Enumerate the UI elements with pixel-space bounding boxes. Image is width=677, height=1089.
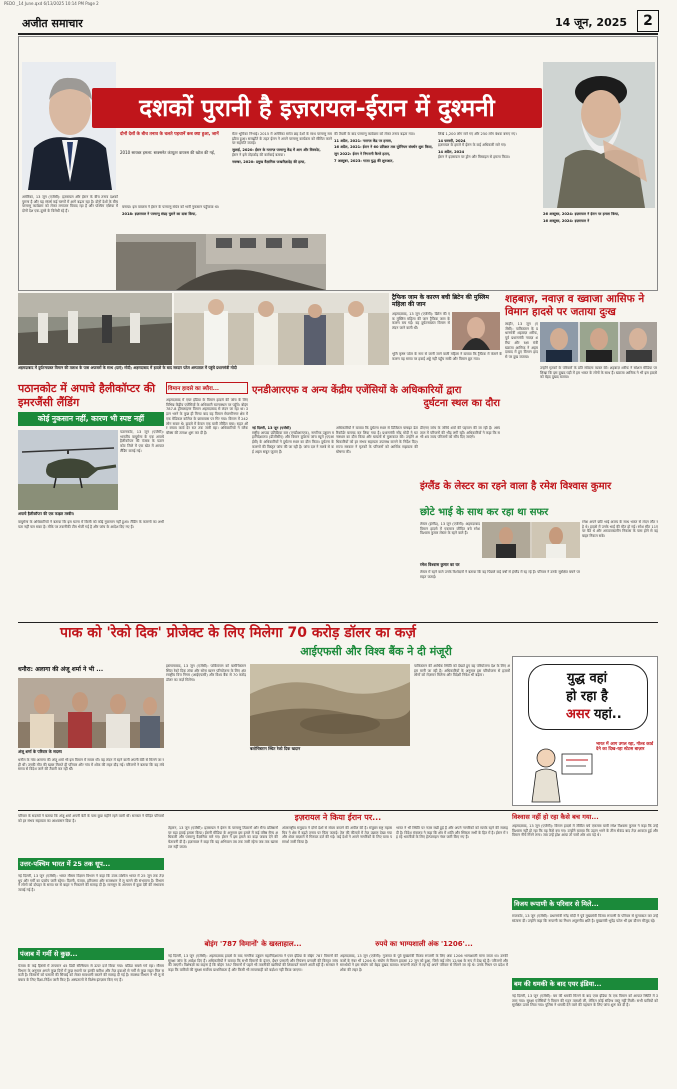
war-callout-line1: युद्ध वहां	[567, 671, 607, 686]
boeing-headline: बोइंग '787 विमानों' के खस्ताहाल...	[204, 940, 302, 948]
weather-headline: उत्तर-पश्चिम भारत में 25 तक धूप...	[20, 860, 111, 868]
lead-text-col-4: की तैयारी के बाद परमाणु कार्यक्रम को लेकर तनाव बढ़ता गया। 11 अप्रैल, 2021: नतान्ज़ केंद्र पर हमला, 16 अप्रैल, 2021: ईरान ने 60 प्रतिशत तक यूरेनियम संवर्धन शुरू किया, जून 2022: ईरान ने निगरानी कैमरे हटाए, 7 अक्टूबर, 2023: गाज़ा युद्ध की शुरुआत,	[334, 132, 436, 260]
leicester-text-col-1: लेस्टर (इंग्लैंड), 13 जून (एजेंसी): अहमदाबाद विमान हादसे में एकमात्र जीवित बचे रमेश विश्वास कुमार लेस्टर के रहने वाले हैं।	[420, 522, 480, 536]
helicopter-headline: पठानकोट में अपाचे हैलीकॉप्टर की इमरजैंसी लैंडिंग	[18, 382, 156, 409]
page-number: 2	[637, 10, 659, 32]
lead-drop-year: 2010 सायबर हमला: स्टक्सनेट कंप्यूटर वायरस की खोज की गई,	[120, 150, 216, 155]
pakistan-headline: पाक को 'रेको दिक' प्रोजेक्ट के लिए मिलेगा 70 करोड़ डॉलर का कर्ज़	[60, 625, 416, 641]
brief-2-text: राजकोट, 13 जून (एजेंसी): प्रधानमंत्री नरेंद्र मोदी ने पूर्व मुख्यमंत्री विजय रूपाणी के परिवार से मुलाकात कर उन्हें सांत्वना दी। उन्होंने कहा कि रूपाणी का निधन अपूरणीय क्षति है। मुख्यमंत्री भूपेंद्र पटेल भी इस दौरान मौजूद रहे।	[512, 914, 658, 923]
weather-text: नई दिल्ली, 13 जून (एजेंसी): भारत मौसम विज्ञान विभाग ने कहा कि उत्तर-पश्चिम भारत में 25 जून तक तेज़ धूप और गर्मी का प्रकोप जारी रहेगा। दिल्ली, पंजाब, हरियाणा और राजस्थान में लू चलने की संभावना है। विभाग ने लोगों को दोपहर के समय घर से बाहर न निकलने की सलाह दी है। मानसून के आगमन में कुछ देरी की संभावना जताई गई है।	[18, 874, 164, 893]
lead-line-2024-oct16: 16 अक्टूबर, 2024: इज़रायल ने	[543, 218, 590, 223]
sharif-photos	[540, 322, 657, 362]
lead-text-col-2: बनाया। इस वायरस ने ईरान के परमाणु संयंत्र को भारी नुकसान पहुँचाया था। 2018: इज़रायल ने परमाणु संग्रह चुराने का दावा किया,	[122, 205, 230, 260]
war-callout-line3-rest: यहां..	[594, 707, 622, 722]
anju-text: धनौरा के गांव अलागा की अंजू शर्मा भी इस विमान में सवार थीं। वह लंदन में रहने वाली अपनी बेटी से मिलने जा रही थीं। उनकी मौत की खबर मिलते ही परिवार और गांव में शोक की लहर दौड़ गई। परिजनों ने बताया कि वह लंबे समय से विदेश जाने की तैयारी कर रही थीं।	[18, 758, 164, 772]
anju-text-continued: परिवार के सदस्यों ने बताया कि अंजू शर्मा अपनी बेटी के पास कुछ महीने रहने वाली थीं। सरकार ने पीड़ित परिवारों को हर संभव सहायता का आश्वासन दिया है।	[18, 814, 164, 823]
plane-story-heading-1: एनडीआरएफ व अन्य केंद्रीय एजेंसियों के अधिकारियों द्वारा	[252, 385, 462, 396]
lead-line-2020-july: जुलाई, 2020: ईरान के नतान्ज़ परमाणु केंद्र में आग और विस्फोट,	[232, 148, 321, 153]
boeing-text: नई दिल्ली, 13 जून (एजेंसी): अहमदाबाद हादसे के बाद नागरिक उड्डयन महानिदेशालय ने एयर इंडिया के बोइंग 787 विमानों की सुरक्षा जांच के आदेश दिए हैं। अधिकारियों ने बताया कि सभी विमानों के इंजन, ईंधन प्रणाली और नियंत्रण प्रणाली की विस्तृत जांच की जाएगी। विशेषज्ञों का कहना है कि बोइंग 787 विमानों में पहले भी तकनीकी खामियों की शिकायतें सामने आती रही हैं। सरकार ने कहा कि यात्रियों की सुरक्षा सर्वोच्च प्राथमिकता है और किसी भी लापरवाही को बर्दाश्त नहीं किया जाएगा।	[168, 954, 338, 973]
war-cartoon	[516, 736, 596, 804]
sharif-text-col-1: लाहौर, 13 जून (एजेंसी): पाकिस्तान के प्रधानमंत्री शहबाज़ शरीफ, पूर्व प्रधानमंत्री नवाज़ शरीफ और रक्षा मंत्री ख्वाजा आसिफ ने अहमदाबाद में हुए विमान हादसे पर दुख जताया।	[505, 322, 538, 359]
punjab-kicker: पंजाब में गर्मी से कुछ...	[20, 950, 78, 958]
anju-kicker: धनौरा: अलागा की अंजू शर्मा ने भी ...	[18, 666, 104, 673]
plane-text-col-4: डीएनए जांच के जरिये शवों की पहचान की जा रही है। अस्पताल में परिजनों की भीड़ लगी रही। अधिकारियों ने कहा कि सभी शव जल्द परिजनों को सौंप दिए जाएंगे।	[420, 426, 500, 440]
israel-iran-text-2: अंतरराष्ट्रीय समुदाय ने दोनों देशों से संयम बरतने की अपील की है। संयुक्त राष्ट्र महासचिव ने क्षेत्र में बढ़ते तनाव पर चिंता जताई। तेल की कीमतों में तेज़ उछाल देखा गया और शेयर बाज़ारों में गिरावट दर्ज की गई। कई देशों ने अपने नागरिकों के लिए यात्रा परामर्श जारी किया है।	[282, 826, 392, 845]
leicester-text-col-3: लेस्टर में रहने वाले उनके रिश्तेदारों ने बताया कि वह पिछले कई वर्षों से इंग्लैंड में रह रहे हैं। परिवार ने उनके सुरक्षित बचने पर राहत जताई।	[420, 570, 580, 579]
brief-1-headline: विश्वास नहीं हो रहा कैसे बच गया...	[512, 813, 599, 821]
war-callout-line3-red: असर	[565, 707, 590, 722]
apache-helicopter-photo	[18, 430, 118, 510]
lead-line-2018: 2018: इज़रायल ने परमाणु संग्रह चुराने का दावा किया,	[122, 211, 197, 216]
rupee-headline: रुपये का भाग्यशाली अंक '1206'...	[375, 940, 473, 948]
punjab-text: पंजाब के कई हिस्सों में तापमान 45 डिग्री सेल्सियस से ऊपर दर्ज किया गया। बठिंडा सबसे गर्म रहा। मौसम विभाग के अनुसार अगले कुछ दिनों में कुछ स्थानों पर हल्की बारिश और तेज़ हवाओं से गर्मी से कुछ राहत मिल सकती है। किसानों को फसलों की सिंचाई को लेकर सावधानी बरतने की सलाह दी गई है। स्वास्थ्य विभाग ने भी लू से बचाव के लिए दिशा-निर्देश जारी किए हैं। अस्पतालों में विशेष इंतज़ाम किए गए हैं।	[18, 964, 164, 983]
war-callout-line2: हो रहा है	[566, 689, 608, 704]
lead-text-col-1: अमेरिका, 13 जून (एजेंसी): इज़रायल और ईरान के बीच तनाव दशकों पुराना है और यह संघर्ष कई चरणों में आगे बढ़ता रहा है। दोनों देशों के बीच परमाणु कार्यक्रम को लेकर लगातार विवाद रहा है और पश्चिम एशिया में दोनों देश एक-दूसरे के विरोधी रहे हैं।	[22, 195, 118, 214]
plane-text-col-3: अधिकारियों ने बताया कि दुर्घटना स्थल से डिजिटल फ्लाइट डेटा रिकॉर्डर बरामद कर लिया गया है। प्रधानमंत्री नरेंद्र मोदी ने घटनास्थल का दौरा किया और घायलों से मुलाकात की। उन्होंने अधिकारियों को हर संभव सहायता उपलब्ध कराने के निर्देश दिए। राज्य सरकार ने मृतकों के परिजनों को आर्थिक सहायता की घोषणा की।	[336, 426, 418, 454]
anju-photo-caption: अंजू शर्मा के परिवार के सदस्य	[18, 749, 62, 754]
helicopter-text-col-1: पठानकोट, 13 जून (एजेंसी): भारतीय वायुसेना के एक अपाचे हैलीकॉप्टर की पंजाब के पठानकोट जिले में एक खेत में आपात लैंडिंग कराई गई।	[120, 430, 164, 453]
leicester-text-col-2: रमेश अपने छोटे भाई अजय के साथ भारत से लंदन लौट रहे थे। हादसे में उनके भाई की मौत हो गई। रमेश सीट 11ए पर बैठे थे और आपातकालीन निकास के पास होने से वह बाहर निकल सके।	[582, 520, 658, 539]
pakistan-subhead: आईएफसी और विश्व बैंक ने दी मंजूरी	[300, 645, 452, 658]
publication-name: अजीत समाचार	[22, 17, 83, 30]
helicopter-subhead: कोई नुकसान नहीं, कारण भी स्पष्ट नहीं	[37, 414, 145, 423]
ramesh-photo	[482, 522, 580, 558]
muslim-woman-photo	[452, 312, 500, 350]
lead-photo-caption: दोनों देशों के बीच तनाव के चलते पहचानें कब क्या हुआ, जानें	[120, 132, 219, 137]
lower-rule	[18, 810, 658, 811]
lead-line-2023-oct: 7 अक्टूबर, 2023: गाज़ा युद्ध की शुरुआत,	[334, 158, 394, 163]
crash-strip-caption: अहमदाबाद में दुर्घटनाग्रस्त विमान की तलाश के पास अफसरों के साथ (दाएं) मोदी; अहमदाबाद में हादसे के बाद सरदार पटेल अस्पताल में पहुंचे प्रधानमंत्री मोदी	[18, 365, 237, 370]
israel-iran-headline: इज़रायल ने किया ईरान पर...	[294, 813, 382, 822]
pakistan-top-rule	[18, 622, 658, 623]
brief-2-headline: विजय रूपाणी के परिवार से मिले...	[514, 900, 599, 908]
lead-line-2022-jun: जून 2022: ईरान ने निगरानी कैमरे हटाए,	[334, 152, 391, 157]
traffic-jam-kicker: ट्रैफिक जाम के कारण बची ब्रिटेन की मुस्लिम महिला की जान	[392, 294, 490, 308]
khamenei-photo	[543, 62, 655, 208]
lead-line-2024-apr: 14 अप्रैल, 2024	[438, 150, 465, 155]
sharif-text-col-2: उन्होंने मृतकों के परिवारों के प्रति संवेदना व्यक्त की। शहबाज़ शरीफ ने सोशल मीडिया पर लिखा कि इस दुखद घड़ी में हम भारत के लोगों के साथ हैं। ख्वाजा आसिफ ने भी इस हादसे को बेहद दुखद बताया।	[540, 366, 657, 380]
lead-headline: दशकों पुरानी है इज़रायल-ईरान में दुश्मनी	[139, 94, 495, 122]
plane-text-col-1: अहमदाबाद में एयर इंडिया के विमान हादसे की जांच के लिए विभिन्न केंद्रीय एजेंसियों के अधिकारी घटनास्थल पर पहुँचे। बोइंग 787-8 ड्रीमलाइनर विमान अहमदाबाद से लंदन जा रहा था। उड़ान भरने के कुछ ही मिनट बाद यह विमान मेघाणीनगर क्षेत्र में एक मेडिकल कॉलेज के छात्रावास पर गिर गया। विमान में 242 लोग सवार थे। हादसे में केवल एक यात्री जीवित बचा। राहत और बचाव कार्य देर रात तक जारी रहा। अधिकारियों ने ब्लैक बॉक्स की तलाश शुरू कर दी है।	[166, 398, 248, 435]
sharif-headline: शहबाज़, नवाज़ व ख्वाजा आसिफ ने विमान हादसे पर जताया दुःख	[505, 293, 645, 318]
plane-story-heading-2: दुर्घटना स्थल का दौरा	[423, 398, 500, 409]
plane-kicker: विमान हादसे का ब्यौरा...	[168, 386, 220, 392]
plane-text-col-2: नई दिल्ली, 13 जून (एजेंसी) राष्ट्रीय आपदा प्रतिक्रिया बल (एनडीआरएफ), नागरिक उड्डयन महानिदेशालय (डीजीसीए) और विमान दुर्घटना जांच ब्यूरो (एएआईबी) के अधिकारियों ने दुर्घटना स्थल का दौरा किया। दुर्घटना के कारणों की विस्तृत जांच की जा रही है। जांच दल ने मलबे से कई अहम सबूत जुटाए हैं।	[252, 426, 334, 454]
leicester-caption: रमेश विश्वास कुमार का घर	[420, 562, 460, 567]
lead-line-2021-apr11: 11 अप्रैल, 2021: नतान्ज़ केंद्र पर हमला,	[334, 138, 393, 143]
leicester-headline: इंग्लैंड के लेस्टर का रहने वाला है रमेश विश्वास कुमार	[420, 481, 612, 492]
reko-diq-photo	[250, 664, 410, 746]
crash-building-photo	[116, 234, 326, 290]
lead-line-2024-feb: 14 फरवरी, 2024	[438, 138, 466, 143]
pakistan-text-col-2: पाकिस्तान की आर्थिक स्थिति को देखते हुए यह परियोजना देश के लिए अहम मानी जा रही है। अधिकारियों के अनुसार इस परियोजना से हज़ारों लोगों को रोज़गार मिलेगा और विदेशी निवेश भी बढ़ेगा।	[414, 664, 510, 678]
crash-site-photo	[18, 293, 172, 365]
print-meta: PEDO _14 June.qxd 6/13/2025 10:14 PM Page 2	[4, 1, 99, 6]
cartoon-caption: भारत में आग उगल रहा, गोल्ड कार्ड देने का दिख-रहा स्टेटस बाज़ार	[596, 742, 654, 753]
lead-line-2020-nov: नवम्बर, 2020: प्रमुख वैज्ञानिक फखरीज़ादेह की हत्या,	[232, 159, 306, 164]
israel-iran-text-3: भारत ने भी स्थिति पर नज़र रखी हुई है और अपने नागरिकों को सतर्क रहने की सलाह दी है। विदेश मंत्रालय ने कहा कि क्षेत्र में शांति और स्थिरता सभी के हित में है। ईरान में रह रहे भारतीयों के लिए हेल्पलाइन नंबर जारी किए गए हैं।	[396, 826, 508, 840]
lead-text-col-6	[543, 212, 655, 260]
anju-family-photo	[18, 678, 164, 748]
traffic-jam-text: अहमदाबाद, 13 जून (एजेंसी): ब्रिटेन की एक मुस्लिम महिला की जान ट्रैफिक जाम के कारण बच गई। वह दुर्घटनाग्रस्त विमान से लंदन जाने वाली थी।	[392, 312, 450, 331]
brief-1-text: अहमदाबाद, 13 जून (एजेंसी): विमान हादसे में जीवित बचे एकमात्र यात्री रमेश विश्वास कुमार ने कहा कि उन्हें विश्वास नहीं हो रहा कि वह कैसे बच गए। उन्होंने बताया कि उड़ान भरने के तीस सेकंड बाद तेज़ आवाज़ हुई और विमान नीचे गिरने लगा। जब उन्हें होश आया तो चारों ओर शव पड़े थे।	[512, 824, 658, 838]
plane-dateline: नई दिल्ली, 13 जून (एजेंसी)	[252, 426, 291, 430]
lead-text-col-5: लिखे 1,200 लोग मारे गए और 250 लोग बंधक बनाए गए। 14 फरवरी, 2024 इज़रायल के हमले में ईरान के कई अधिकारी मारे गए। 14 अप्रैल, 2024 ईरान ने इज़रायल पर ड्रोन और मिसाइल से हमला किया।	[438, 132, 538, 260]
rupee-text: अहमदाबाद, 13 जून (एजेंसी): गुजरात के पूर्व मुख्यमंत्री विजय रूपाणी के लिए अंक 1206 भाग्यशाली माना जाता था। उनकी कारों के नंबर भी 1206 थे। संयोग से विमान हादसा 12 जून को हुआ, जिसे कई लोग 12/06 के रूप में देख रहे हैं। परिजनों और समर्थकों ने इस संयोग को बेहद दुखद बताया। रूपाणी लंदन में रह रहे अपने परिवार से मिलने जा रहे थे। उनके निधन पर प्रदेश में शोक की लहर है।	[340, 954, 508, 973]
lead-text-col-3: मेंटर भूमिका निभाई। 2015 में अमेरिका समेत छह देशों के साथ परमाणु समझौता हुआ। समझौते के तहत ईरान ने अपने परमाणु कार्यक्रम को सीमित करने पर सहमति जताई। जुलाई, 2020: ईरान के नतान्ज़ परमाणु केंद्र में आग और विस्फोट, ईरान ने इसे तोड़फोड़ की कार्रवाई बताया। नवम्बर, 2020: प्रमुख वैज्ञानिक फखरीज़ादेह की हत्या,	[232, 132, 332, 164]
israel-iran-text-1: तेहरान, 13 जून (एजेंसी): इज़रायल ने ईरान के परमाणु ठिकानों और सैन्य प्रतिष्ठानों पर बड़ा हवाई हमला किया। ईरानी मीडिया के अनुसार इस हमले में कई वरिष्ठ सैन्य अधिकारी और परमाणु वैज्ञानिक मारे गए। ईरान ने इस हमले का कड़ा जवाब देने की चेतावनी दी है। इज़रायल ने कहा कि यह अभियान तब तक जारी रहेगा जब तक खतरा टल नहीं जाता।	[168, 826, 278, 849]
pakistan-text-col-1: इस्लामाबाद, 13 जून (एजेंसी): पाकिस्तान को बलोचिस्तान स्थित रेको दिक तांबा और सोना खनन परियोजना के लिए अंतरराष्ट्रीय वित्त निगम (आईएफसी) और विश्व बैंक से 70 करोड़ डॉलर का कर्ज़ मिलेगा।	[166, 664, 246, 683]
helicopter-text-col-2: वायुसेना के अधिकारियों ने बताया कि इस घटना में किसी को कोई नुकसान नहीं हुआ। लैंडिंग के कारणों का अभी पता नहीं चल सका है। मौके पर तकनीकी टीम भेजी गई है और जांच के आदेश दिए गए हैं।	[18, 520, 164, 529]
issue-date: 14 जून, 2025	[555, 16, 628, 29]
pakistan-photo-caption: बलोचिस्तान स्थित रेको दिक खदान	[250, 746, 301, 751]
header-rule	[18, 33, 658, 35]
leicester-subhead: छोटे भाई के साथ कर रहा था सफर	[420, 507, 549, 518]
lead-line-2021-apr16: 16 अप्रैल, 2021: ईरान ने 60 प्रतिशत तक यूरेनियम संवर्धन शुरू किया,	[334, 145, 433, 150]
helicopter-photo-caption: अपाचे हैलीकॉप्टर की एक फाइल तस्वीर।	[18, 511, 75, 516]
pm-visit-photo	[174, 293, 389, 365]
lead-line-2024-oct26: 26 अक्टूबर, 2024: इज़रायल ने ईरान पर हमला किया,	[543, 212, 620, 216]
traffic-jam-text-2: भूमि कृष्ण पटेल के नाम से जानी जाने वाली महिला ने बताया कि ट्रैफिक में फंसने के कारण वह समय पर हवाई अड्डे नहीं पहुँच सकी और विमान छूट गया।	[392, 352, 502, 361]
brief-3-text: नई दिल्ली, 13 जून (एजेंसी): बम की धमकी मिलने के बाद एयर इंडिया के एक विमान को आपात स्थिति में उतारा गया। सुरक्षा एजेंसियों ने विमान की गहन तलाशी ली, लेकिन कोई संदिग्ध वस्तु नहीं मिली। सभी यात्रियों को सुरक्षित उतार लिया गया। पुलिस ने धमकी देने वाले की पहचान के लिए जांच शुरू कर दी है।	[512, 994, 658, 1008]
brief-3-headline: बम की धमकी के बाद एयर इंडिया...	[514, 980, 602, 988]
